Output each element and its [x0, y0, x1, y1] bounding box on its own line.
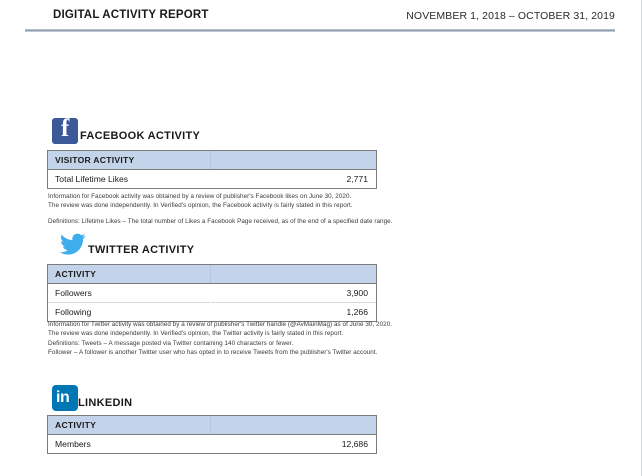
facebook-icon	[52, 118, 78, 144]
row-label: Followers	[48, 284, 210, 303]
linkedin-section-title: LINKEDIN	[78, 397, 133, 409]
footnote-line: Information for Facebook activity was obtained by a review of publisher's Facebook likes on June 30, 2020.	[48, 193, 352, 200]
linkedin-activity-table	[47, 415, 377, 454]
facebook-footnotes	[48, 192, 608, 226]
facebook-section-head	[0, 118, 642, 148]
facebook-table-header-label: VISITOR ACTIVITY	[48, 151, 210, 170]
footnote-line: The review was done independently. In Verified's opinion, the Twitter activity is fairly stated in this report.	[48, 330, 344, 338]
report-date-range: NOVEMBER 1, 2018 – OCTOBER 31, 2019	[406, 10, 615, 22]
twitter-table-header-spacer	[210, 265, 376, 284]
row-label: Following	[48, 303, 210, 322]
footnote-line: The review was done independently. In Verified's opinion, the Facebook activity is fairly stated in this report.	[48, 202, 353, 210]
linkedin-section-head	[0, 385, 642, 415]
twitter-icon	[60, 233, 86, 259]
table-row	[48, 284, 376, 303]
twitter-section-title: TWITTER ACTIVITY	[88, 244, 195, 256]
facebook-activity-table	[47, 150, 377, 189]
twitter-section-head	[0, 232, 642, 262]
twitter-footnotes	[48, 320, 608, 358]
row-value: 12,686	[210, 435, 376, 454]
table-header-row	[48, 151, 376, 170]
footnote-line: Definitions: Lifetime Likes – The total number of Likes a Facebook Page received, as of the end of a specified date range.	[48, 217, 393, 225]
report-header	[25, 8, 615, 30]
page-title: DIGITAL ACTIVITY REPORT	[53, 9, 209, 21]
section-twitter	[0, 232, 642, 357]
linkedin-icon	[52, 385, 78, 411]
linkedin-table-header-label: ACTIVITY	[48, 416, 210, 435]
row-value: 1,266	[210, 303, 376, 322]
header-divider	[25, 29, 615, 32]
footnote-line: Follower – A follower is another Twitter user who has opted in to receive Tweets from the publisher's Twitter account.	[48, 349, 378, 357]
section-facebook	[0, 118, 642, 225]
row-value: 3,900	[210, 284, 376, 303]
footnote-line: Definitions: Tweets – A message posted via Twitter containing 140 characters or fewer.	[48, 339, 294, 347]
row-label: Total Lifetime Likes	[48, 170, 210, 189]
twitter-activity-table	[47, 264, 377, 322]
table-row	[48, 170, 376, 189]
table-row	[48, 303, 376, 322]
section-linkedin	[0, 385, 642, 449]
row-value: 2,771	[210, 170, 376, 189]
twitter-table-header-label: ACTIVITY	[48, 265, 210, 284]
facebook-section-title: FACEBOOK ACTIVITY	[80, 130, 201, 142]
table-header-row	[48, 416, 376, 435]
row-label: Members	[48, 435, 210, 454]
footnote-line: Information for Twitter activity was obtained by a review of publisher's Twitter handle (@AvMainMag) as of June 30, 2020.	[48, 321, 393, 328]
table-header-row	[48, 265, 376, 284]
facebook-table-header-spacer	[210, 151, 376, 170]
table-row	[48, 435, 376, 454]
linkedin-table-header-spacer	[210, 416, 376, 435]
